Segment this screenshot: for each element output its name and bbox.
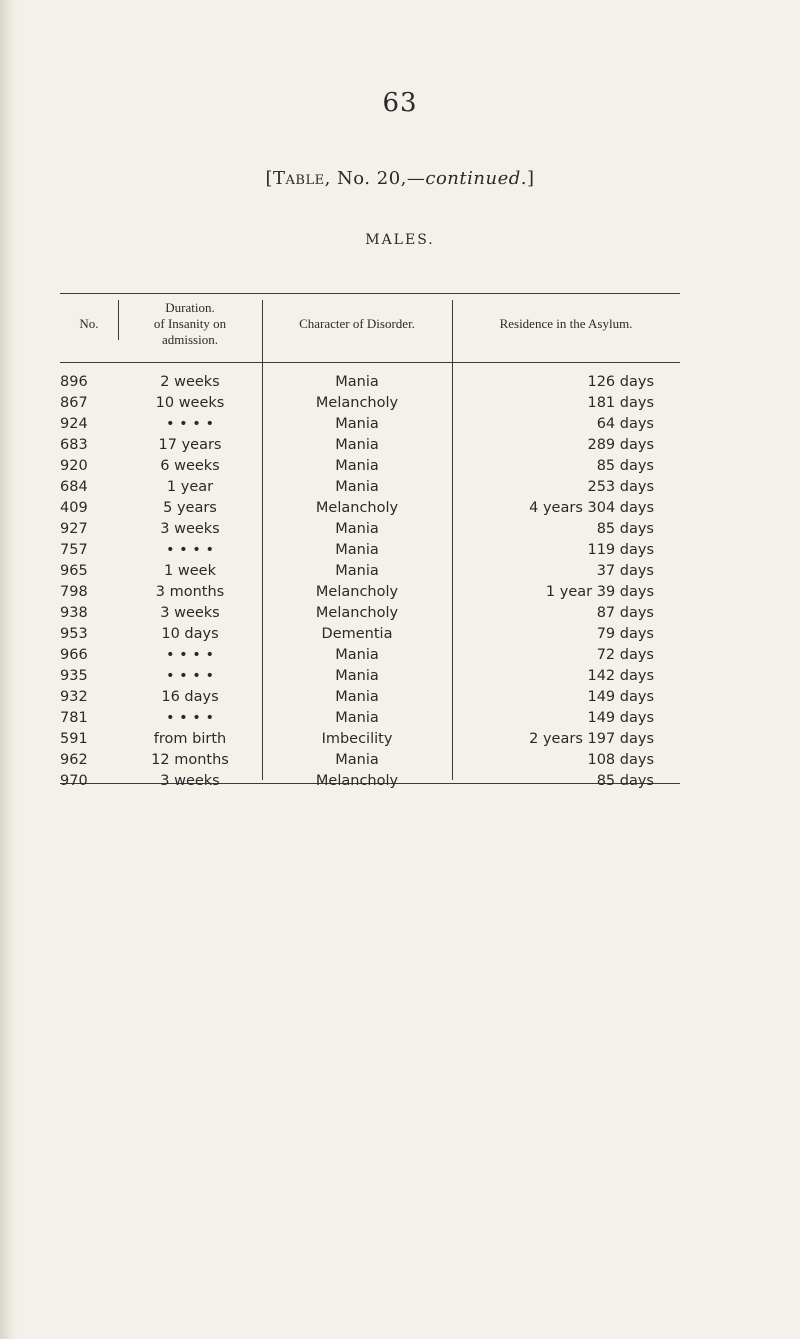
cell-no: 896 (60, 374, 88, 390)
cell-duration: 1 year (166, 479, 214, 495)
cell-residence: 126 days (587, 374, 654, 390)
cell-duration: from birth (153, 731, 227, 747)
title-table-number: , No. 20, (324, 168, 407, 189)
cell-character: Melancholy (315, 395, 399, 411)
table-row (0, 666, 800, 687)
cell-no: 962 (60, 752, 88, 768)
cell-residence: 2 years 197 days (529, 731, 654, 747)
cell-duration: 2 weeks (160, 374, 220, 390)
cell-residence: 149 days (587, 710, 654, 726)
cell-duration: 3 weeks (160, 605, 220, 621)
cell-no: 591 (60, 731, 88, 747)
section-title: MALES. (365, 232, 435, 248)
cell-duration: 1 week (164, 563, 216, 579)
cell-no: 938 (60, 605, 88, 621)
cell-duration: 5 years (163, 500, 217, 516)
cell-character: Mania (335, 668, 379, 684)
cell-character: Mania (335, 416, 379, 432)
cell-duration: 10 days (161, 626, 219, 642)
cell-no: 966 (60, 647, 88, 663)
cell-character: Mania (335, 479, 379, 495)
cell-residence: 85 days (596, 521, 654, 537)
cell-character: Melancholy (315, 584, 399, 600)
cell-character: Melancholy (315, 500, 399, 516)
table-row (0, 708, 800, 729)
cell-character: Mania (335, 647, 379, 663)
table-row (0, 372, 800, 393)
cell-residence: 1 year 39 days (545, 584, 654, 600)
title-bracket-open: [ (265, 168, 274, 189)
cell-duration: 3 weeks (160, 521, 220, 537)
cell-duration: • • • • (165, 647, 215, 663)
table-row (0, 519, 800, 540)
cell-character: Imbecility (321, 731, 393, 747)
cell-character: Mania (335, 458, 379, 474)
cell-character: Mania (335, 689, 379, 705)
cell-no: 867 (60, 395, 88, 411)
cell-no: 781 (60, 710, 88, 726)
cell-character: Mania (335, 437, 379, 453)
cell-residence: 72 days (596, 647, 654, 663)
title-continued: —continued. (406, 168, 527, 189)
cell-character: Mania (335, 374, 379, 390)
cell-residence: 87 days (596, 605, 654, 621)
cell-residence: 85 days (596, 773, 654, 789)
cell-duration: 17 years (158, 437, 222, 453)
cell-duration: 16 days (161, 689, 219, 705)
table-top-rule (60, 293, 680, 294)
cell-no: 953 (60, 626, 88, 642)
table-row (0, 414, 800, 435)
cell-no: 970 (60, 773, 88, 789)
cell-no: 684 (60, 479, 88, 495)
cell-character: Mania (335, 563, 379, 579)
cell-no: 935 (60, 668, 88, 684)
cell-no: 965 (60, 563, 88, 579)
cell-no: 409 (60, 500, 88, 516)
header-character: Character of Disorder. (299, 316, 415, 331)
cell-character: Melancholy (315, 605, 399, 621)
cell-residence: 64 days (596, 416, 654, 432)
table-row (0, 603, 800, 624)
cell-no: 920 (60, 458, 88, 474)
header-bottom-rule (60, 362, 680, 363)
table-row (0, 456, 800, 477)
cell-residence: 79 days (596, 626, 654, 642)
cell-residence: 119 days (587, 542, 654, 558)
header-no: No. (79, 316, 99, 331)
cell-character: Mania (335, 752, 379, 768)
header-residence: Residence in the Asylum. (499, 316, 633, 331)
page-number: 63 (382, 88, 418, 118)
table-row (0, 540, 800, 561)
title-bracket-close: ] (526, 168, 535, 189)
cell-no: 798 (60, 584, 88, 600)
cell-character: Melancholy (315, 773, 399, 789)
cell-duration: • • • • (165, 416, 215, 432)
cell-duration: 3 weeks (160, 773, 220, 789)
cell-duration: • • • • (165, 668, 215, 684)
header-duration-line3: admission. (162, 332, 218, 347)
table-row (0, 771, 800, 792)
cell-no: 924 (60, 416, 88, 432)
title-table-word: Table (273, 168, 325, 189)
table-row (0, 645, 800, 666)
cell-residence: 289 days (587, 437, 654, 453)
cell-residence: 85 days (596, 458, 654, 474)
cell-no: 757 (60, 542, 88, 558)
cell-character: Dementia (321, 626, 393, 642)
cell-duration: 3 months (155, 584, 225, 600)
table-row (0, 687, 800, 708)
table-row (0, 498, 800, 519)
cell-duration: 6 weeks (160, 458, 220, 474)
cell-duration: 12 months (151, 752, 229, 768)
table-title (0, 168, 800, 189)
table-row (0, 582, 800, 603)
cell-no: 927 (60, 521, 88, 537)
table-row (0, 729, 800, 750)
cell-character: Mania (335, 710, 379, 726)
cell-no: 932 (60, 689, 88, 705)
cell-residence: 4 years 304 days (529, 500, 654, 516)
cell-residence: 142 days (587, 668, 654, 684)
table-row (0, 435, 800, 456)
table-row (0, 477, 800, 498)
header-duration (118, 300, 262, 348)
cell-duration: • • • • (165, 542, 215, 558)
cell-duration: • • • • (165, 710, 215, 726)
header-duration-line2: of Insanity on (153, 316, 227, 331)
cell-residence: 37 days (596, 563, 654, 579)
cell-character: Mania (335, 521, 379, 537)
cell-residence: 108 days (587, 752, 654, 768)
header-duration-line1: Duration. (165, 300, 215, 315)
cell-residence: 253 days (587, 479, 654, 495)
table-row (0, 750, 800, 771)
table-row (0, 393, 800, 414)
table-row (0, 624, 800, 645)
table-row (0, 561, 800, 582)
cell-duration: 10 weeks (155, 395, 225, 411)
cell-no: 683 (60, 437, 88, 453)
cell-residence: 149 days (587, 689, 654, 705)
cell-residence: 181 days (587, 395, 654, 411)
cell-character: Mania (335, 542, 379, 558)
